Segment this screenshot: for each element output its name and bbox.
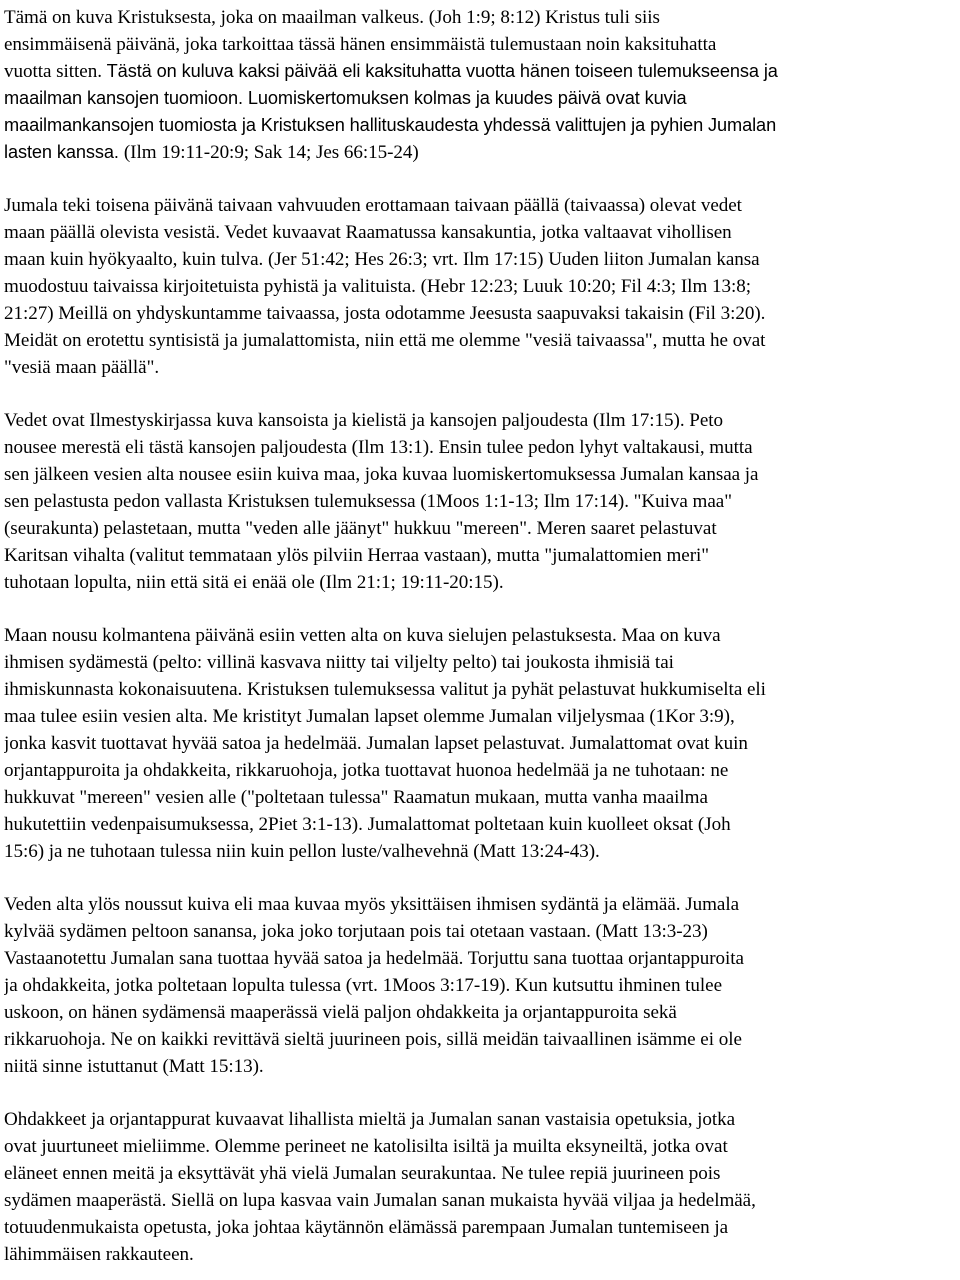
text-run: sen jälkeen vesien alta nousee esiin kuiva maa, joka kuvaa luomiskertomuksessa Jumalan kansaa ja — [4, 464, 759, 485]
text-line — [4, 1160, 956, 1187]
text-run: sydämen maaperästä. Siellä on lupa kasvaa vain Jumalan sanan mukaista hyvää viljaa ja hedelmää, — [4, 1190, 756, 1211]
text-run-sans: maailman kansojen tuomioon. Luomiskertomuksen kolmas ja kuudes päivä ovat kuvia — [4, 88, 687, 108]
text-line — [4, 327, 956, 354]
text-line — [4, 273, 956, 300]
text-run: hukutettiin vedenpaisumuksessa, 2Piet 3:1-13). Jumalattomat poltetaan kuin kuolleet oksat (Joh — [4, 814, 731, 835]
text-run-sans: maailmankansojen tuomiosta ja Kristuksen hallituskaudesta yhdessä valittujen ja pyhien Jumalan — [4, 115, 777, 135]
paragraph-6 — [4, 1106, 956, 1268]
text-run-sans: Tästä on kuluva kaksi päivää eli kaksituhatta vuotta hänen toiseen tulemukseensa ja — [106, 61, 778, 81]
text-line — [4, 192, 956, 219]
text-run: Ohdakkeet ja orjantappurat kuvaavat lihallista mieltä ja Jumalan sanan vastaisia opetuksia, jotka — [4, 1109, 736, 1130]
text-run: Veden alta ylös noussut kuiva eli maa kuvaa myös yksittäisen ihmisen sydäntä ja elämää. Jumala — [4, 894, 740, 915]
text-run: Vastaanotettu Jumalan sana tuottaa hyvää satoa ja hedelmää. Torjuttu sana tuottaa orjantappuroita — [4, 948, 744, 969]
text-line — [4, 407, 956, 434]
text-line — [4, 300, 956, 327]
text-run: Vedet ovat Ilmestyskirjassa kuva kansoista ja kielistä ja kansojen paljoudesta (Ilm 17:15). Peto — [4, 410, 724, 431]
text-run: ensimmäisenä päivänä, joka tarkoittaa tässä hänen ensimmäistä tulemustaan noin kaksituhatta — [4, 34, 717, 55]
text-run: vuotta sitten. — [4, 61, 107, 82]
text-line — [4, 703, 956, 730]
text-line — [4, 972, 956, 999]
text-line — [4, 246, 956, 273]
text-line — [4, 1133, 956, 1160]
text-line — [4, 945, 956, 972]
paragraph-4 — [4, 622, 956, 865]
text-run: rikkaruohoja. Ne on kaikki revittävä sieltä juurineen pois, sillä meidän taivaallinen isämme ei ole — [4, 1029, 742, 1050]
text-line — [4, 85, 956, 112]
text-line — [4, 1106, 956, 1133]
text-line — [4, 784, 956, 811]
text-line — [4, 730, 956, 757]
text-run: ihmisen sydämestä (pelto: villinä kasvava niitty tai viljelty pelto) tai joukosta ihmisiä tai — [4, 652, 674, 673]
text-line — [4, 1187, 956, 1214]
text-line — [4, 139, 956, 166]
text-run: ja ohdakkeita, jotka poltetaan lopulta tulessa (vrt. 1Moos 3:17-19). Kun kutsuttu ihminen tulee — [4, 975, 723, 996]
text-line — [4, 1214, 956, 1241]
text-run: ovat juurtuneet mieliimme. Olemme perineet ne katolisilta isiltä ja muilta eksyneiltä, jotka ovat — [4, 1136, 728, 1157]
text-line — [4, 918, 956, 945]
text-run: Tämä on kuva Kristuksesta, joka on maailman valkeus. (Joh 1:9; 8:12) Kristus tuli siis — [4, 7, 660, 28]
text-run: muodostuu taivaissa kirjoitetuista pyhistä ja valituista. (Hebr 12:23; Luuk 10:20; Fil 4:3; Ilm 13:8; — [4, 276, 751, 297]
text-line — [4, 649, 956, 676]
text-run: maan kuin hyökyaalto, kuin tulva. (Jer 51:42; Hes 26:3; vrt. Ilm 17:15) Uuden liiton Jumalan kansa — [4, 249, 760, 270]
text-run: orjantappuroita ja ohdakkeita, rikkaruohoja, jotka tuottavat huonoa hedelmää ja ne tuhotaan: ne — [4, 760, 729, 781]
text-run: nousee merestä eli tästä kansojen paljoudesta (Ilm 13:1). Ensin tulee pedon lyhyt valtakausi, mutta — [4, 437, 753, 458]
text-run-sans: lasten kanssa. — [4, 142, 124, 162]
text-run: lähimmäisen rakkauteen. — [4, 1244, 194, 1265]
text-run: ihmiskunnasta kokonaisuutena. Kristuksen tulemuksessa valitut ja pyhät pelastuvat hukkumiselta eli — [4, 679, 766, 700]
text-line — [4, 488, 956, 515]
text-run: 15:6) ja ne tuhotaan tulessa niin kuin pellon luste/valhevehnä (Matt 13:24-43). — [4, 841, 600, 862]
text-line — [4, 58, 956, 85]
text-line — [4, 891, 956, 918]
text-line — [4, 542, 956, 569]
text-run: hukkuvat "mereen" vesien alle ("poltetaan tulessa" Raamatun mukaan, mutta vanha maailma — [4, 787, 708, 808]
text-line — [4, 622, 956, 649]
text-line — [4, 112, 956, 139]
text-line — [4, 676, 956, 703]
text-run: Meidät on erotettu syntisistä ja jumalattomista, niin että me olemme "vesiä taivaassa", mutta he ovat — [4, 330, 766, 351]
text-run: uskoon, on hänen sydämensä maaperässä vielä paljon ohdakkeita ja orjantappuroita sekä — [4, 1002, 677, 1023]
paragraph-5 — [4, 891, 956, 1080]
text-run: (seurakunta) pelastetaan, mutta "veden alle jäänyt" hukkuu "mereen". Meren saaret pelastuvat — [4, 518, 717, 539]
text-run: Karitsan vihalta (valitut temmataan ylös pilviin Herraa vastaan), mutta "jumalattomien meri" — [4, 545, 710, 566]
text-run: maan päällä olevista vesistä. Vedet kuvaavat Raamatussa kansakuntia, jotka valtaavat vihollisen — [4, 222, 732, 243]
text-run: jonka kasvit tuottavat hyvää satoa ja hedelmää. Jumalan lapset pelastuvat. Jumalattomat ovat kuin — [4, 733, 748, 754]
text-line — [4, 1053, 956, 1080]
text-line — [4, 1241, 956, 1268]
text-line — [4, 219, 956, 246]
text-run: 21:27) Meillä on yhdyskuntamme taivaassa, josta odotamme Jeesusta saapuvaksi takaisin (Fil 3:20). — [4, 303, 766, 324]
paragraph-3 — [4, 407, 956, 596]
text-run: eläneet ennen meitä ja eksyttävät yhä vielä Jumalan seurakuntaa. Ne tulee repiä juurineen pois — [4, 1163, 721, 1184]
text-line — [4, 31, 956, 58]
text-run: Maan nousu kolmantena päivänä esiin vetten alta on kuva sielujen pelastuksesta. Maa on kuva — [4, 625, 721, 646]
text-run: kylvää sydämen peltoon sanansa, joka joko torjutaan pois tai otetaan vastaan. (Matt 13:3-23) — [4, 921, 708, 942]
text-line — [4, 569, 956, 596]
text-run: tuhotaan lopulta, niin että sitä ei enää ole (Ilm 21:1; 19:11-20:15). — [4, 572, 504, 593]
text-line — [4, 999, 956, 1026]
text-line — [4, 811, 956, 838]
paragraph-2 — [4, 192, 956, 381]
text-run: totuudenmukaista opetusta, joka johtaa käytännön elämässä parempaan Jumalan tuntemiseen ja — [4, 1217, 729, 1238]
text-line — [4, 757, 956, 784]
text-line — [4, 4, 956, 31]
text-run: niitä sinne istuttanut (Matt 15:13). — [4, 1056, 264, 1077]
text-line — [4, 354, 956, 381]
paragraph-1 — [4, 4, 956, 166]
text-line — [4, 838, 956, 865]
text-run: maa tulee esiin vesien alta. Me kristityt Jumalan lapset olemme Jumalan viljelysmaa (1Kor 3:9), — [4, 706, 735, 727]
text-line — [4, 1026, 956, 1053]
text-run: (Ilm 19:11-20:9; Sak 14; Jes 66:15-24) — [123, 142, 419, 163]
text-line — [4, 461, 956, 488]
text-run: sen pelastusta pedon vallasta Kristuksen tulemuksessa (1Moos 1:1-13; Ilm 17:14). "Kuiva maa" — [4, 491, 732, 512]
text-line — [4, 434, 956, 461]
text-line — [4, 515, 956, 542]
text-run: "vesiä maan päällä". — [4, 357, 160, 378]
text-run: Jumala teki toisena päivänä taivaan vahvuuden erottamaan taivaan päällä (taivaassa) olevat vedet — [4, 195, 742, 216]
